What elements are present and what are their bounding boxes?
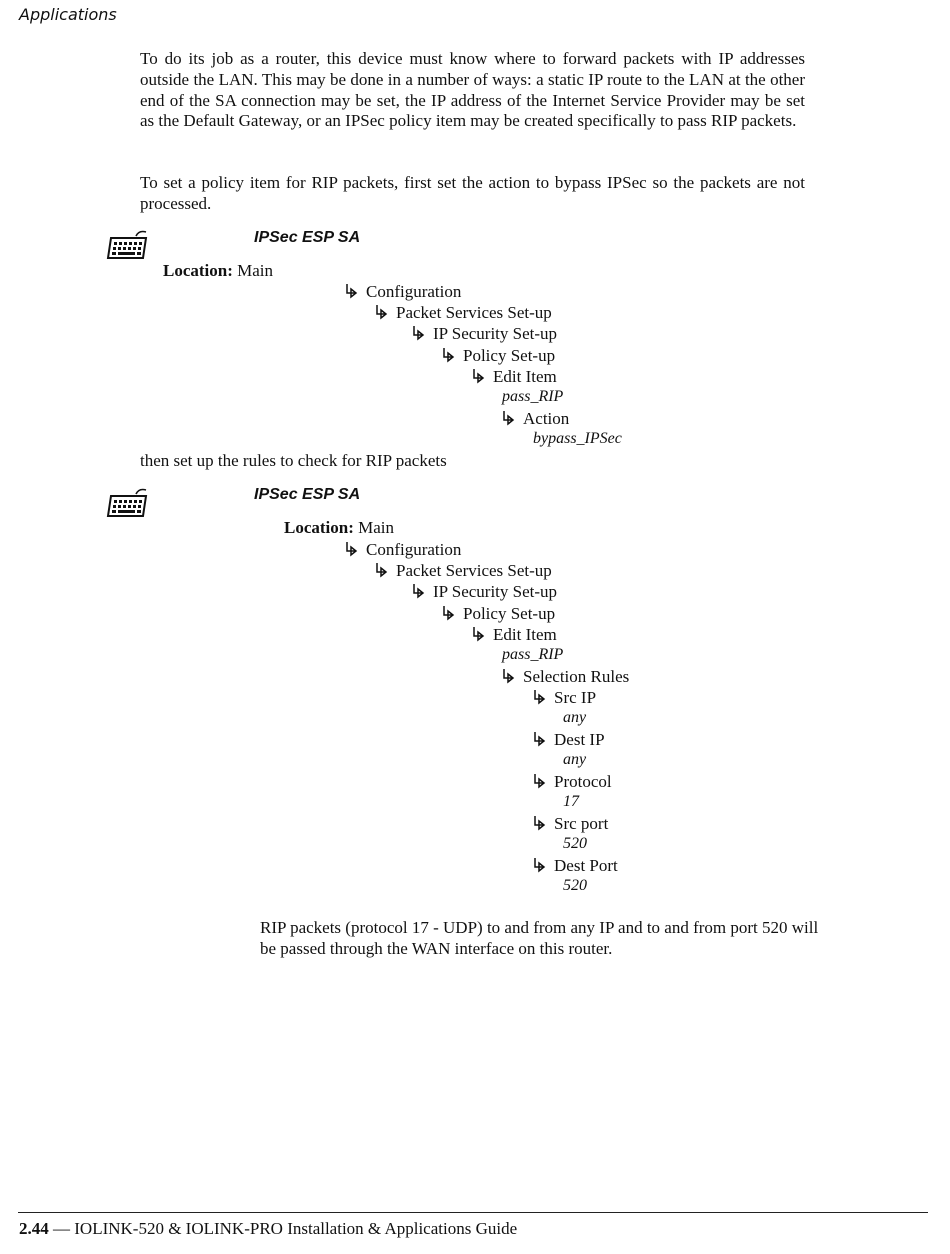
step-label: Dest IP bbox=[554, 730, 605, 749]
location-line bbox=[163, 261, 273, 281]
running-header: Applications bbox=[19, 5, 117, 24]
menu-step bbox=[502, 409, 569, 429]
step-label: Policy Set-up bbox=[463, 604, 556, 623]
keyboard-icon bbox=[106, 229, 150, 259]
step-value: 17 bbox=[563, 793, 579, 810]
arrow-icon bbox=[442, 605, 458, 621]
arrow-icon bbox=[375, 562, 391, 578]
step-label: Edit Item bbox=[493, 367, 557, 386]
arrow-icon bbox=[502, 668, 518, 684]
page-footer bbox=[19, 1219, 517, 1239]
step-label: Configuration bbox=[366, 540, 462, 559]
menu-step bbox=[375, 561, 552, 581]
step-label: IP Security Set-up bbox=[433, 324, 558, 343]
paragraph-router-intro: To do its job as a router, this device must know where to forward packets with IP addresses outside the LAN. This may be done in a number of ways: a static IP route to the LAN at the other end of the SA connection may be set, the IP address of the Internet Service Provider may be set as the Default Gateway, or an IPSec policy item may be created specifically to pass RIP packets. bbox=[140, 49, 805, 131]
section-title: IPSec ESP SA bbox=[254, 486, 361, 503]
menu-step bbox=[502, 667, 629, 687]
step-label: Protocol bbox=[554, 772, 612, 791]
step-value: bypass_IPSec bbox=[533, 430, 622, 447]
step-value: 520 bbox=[563, 877, 587, 894]
location-value: Main bbox=[358, 518, 395, 537]
step-label: Src IP bbox=[554, 688, 597, 707]
step-value: 520 bbox=[563, 835, 587, 852]
step-value: any bbox=[563, 709, 587, 726]
step-value: any bbox=[563, 751, 587, 768]
section-title: IPSec ESP SA bbox=[254, 229, 361, 246]
step-label: Dest Port bbox=[554, 856, 618, 875]
arrow-icon bbox=[375, 304, 391, 320]
step-label: Selection Rules bbox=[523, 667, 630, 686]
location-label: Location: bbox=[163, 261, 233, 280]
step-value: pass_RIP bbox=[502, 646, 564, 663]
step-label: Action bbox=[523, 409, 570, 428]
menu-step bbox=[533, 772, 612, 792]
menu-step bbox=[375, 303, 552, 323]
keyboard-icon bbox=[106, 487, 150, 517]
arrow-icon bbox=[345, 283, 361, 299]
arrow-icon bbox=[412, 583, 428, 599]
menu-step bbox=[533, 814, 608, 834]
paragraph-policy-item: To set a policy item for RIP packets, first set the action to bypass IPSec so the packets are not processed. bbox=[140, 173, 805, 213]
arrow-icon bbox=[442, 347, 458, 363]
page-number: 2.44 bbox=[19, 1219, 49, 1238]
menu-step bbox=[412, 324, 557, 344]
location-label: Location: bbox=[284, 518, 354, 537]
footer-rule bbox=[18, 1212, 928, 1213]
step-label: Src port bbox=[554, 814, 609, 833]
menu-step bbox=[472, 367, 557, 387]
arrow-icon bbox=[472, 368, 488, 384]
step-label: Configuration bbox=[366, 282, 462, 301]
arrow-icon bbox=[533, 731, 549, 747]
location-line bbox=[284, 518, 394, 538]
step-label: Policy Set-up bbox=[463, 346, 556, 365]
footer-text: — IOLINK-520 & IOLINK-PRO Installation & Applications Guide bbox=[53, 1219, 518, 1238]
menu-step bbox=[472, 625, 557, 645]
step-value: pass_RIP bbox=[502, 388, 564, 405]
menu-step bbox=[442, 346, 555, 366]
step-label: Packet Services Set-up bbox=[396, 303, 552, 322]
menu-step bbox=[345, 282, 461, 302]
arrow-icon bbox=[472, 626, 488, 642]
menu-step bbox=[345, 540, 461, 560]
arrow-icon bbox=[533, 857, 549, 873]
location-value: Main bbox=[237, 261, 274, 280]
step-label: IP Security Set-up bbox=[433, 582, 558, 601]
arrow-icon bbox=[533, 773, 549, 789]
step-label: Packet Services Set-up bbox=[396, 561, 552, 580]
transition-text: then set up the rules to check for RIP packets bbox=[140, 451, 447, 470]
arrow-icon bbox=[345, 541, 361, 557]
menu-step bbox=[412, 582, 557, 602]
step-label: Edit Item bbox=[493, 625, 557, 644]
paragraph-rip-summary: RIP packets (protocol 17 - UDP) to and from any IP and to and from port 520 will be passed through the WAN interface on this router. bbox=[260, 918, 819, 958]
menu-step bbox=[533, 856, 618, 876]
arrow-icon bbox=[412, 325, 428, 341]
menu-step bbox=[533, 730, 605, 750]
menu-step bbox=[442, 604, 555, 624]
arrow-icon bbox=[533, 689, 549, 705]
menu-step bbox=[533, 688, 596, 708]
arrow-icon bbox=[533, 815, 549, 831]
arrow-icon bbox=[502, 410, 518, 426]
